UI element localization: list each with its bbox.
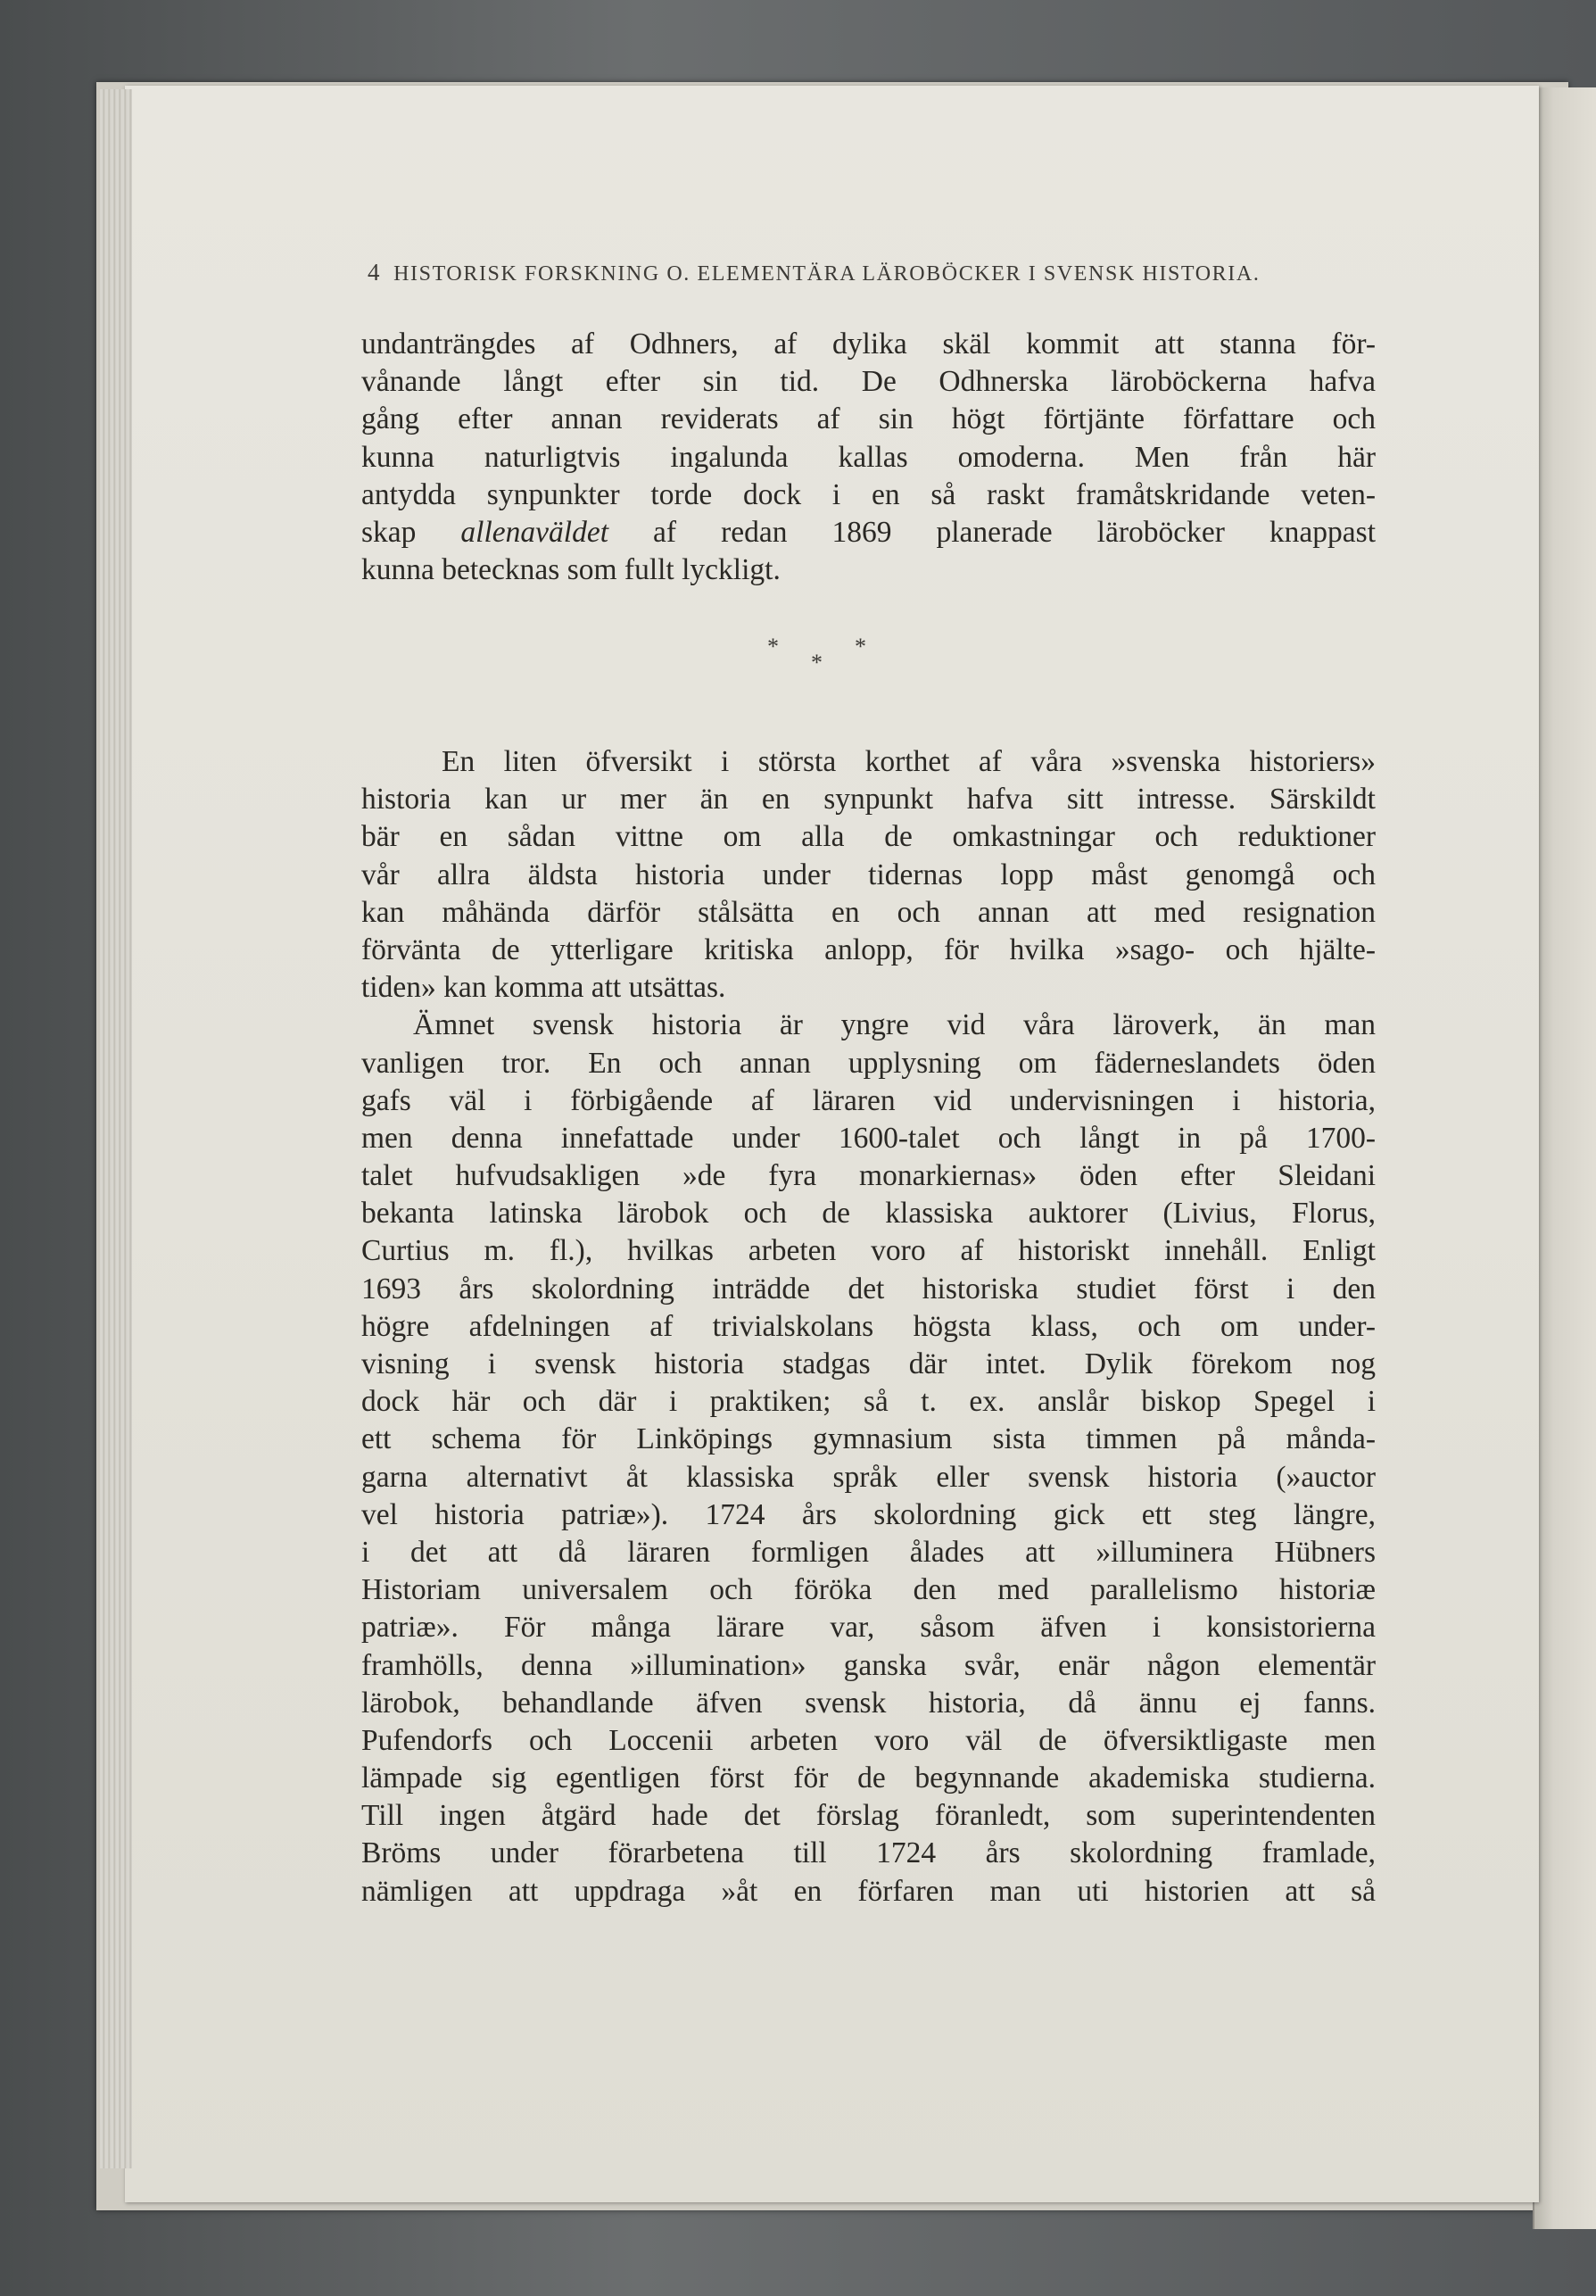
text-line: historia kan ur mer än en synpunkt hafva sitt intresse. Särskildt — [361, 783, 1376, 816]
text-line: Bröms under förarbetena till 1724 års skolordning framlade, — [361, 1836, 1376, 1870]
text-line: vanligen tror. En och annan upplysning om fäderneslandets öden — [361, 1046, 1376, 1080]
text-fragment: af redan 1869 planerade läroböcker knappast — [608, 515, 1376, 549]
asterisk: * — [767, 634, 779, 659]
text-line: antydda synpunkter torde dock i en så raskt framåtskridande veten- — [361, 477, 1376, 511]
text-line: garna alternativt åt klassiska språk eller svensk historia (»auctor — [361, 1460, 1376, 1494]
text-line: kunna naturligtvis ingalunda kallas omoderna. Men från här — [361, 440, 1376, 474]
body-text — [361, 743, 1376, 1911]
text-line: dock här och där i praktiken; så t. ex. anslår biskop Spegel i — [361, 1385, 1376, 1419]
paragraph-3 — [361, 1007, 1376, 1911]
text-line: vel historia patriæ»). 1724 års skolordning gick ett steg längre, — [361, 1497, 1376, 1531]
italic-term: allenaväldet — [460, 515, 609, 549]
text-line: patriæ». För många lärare var, såsom äfven i konsistorierna — [361, 1611, 1376, 1645]
text-line: Till ingen åtgärd hade det förslag föranledt, som superintendenten — [361, 1799, 1376, 1833]
text-line: men denna innefattade under 1600-talet och långt in på 1700- — [361, 1121, 1376, 1155]
text-line: kan måhända därför stålsätta en och annan att med resignation — [361, 895, 1376, 929]
facing-page-edge — [1533, 87, 1596, 2229]
text-line: undanträngdes af Odhners, af dylika skäl kommit att stanna för- — [361, 327, 1376, 361]
text-line: högre afdelningen af trivialskolans högsta klass, och om under- — [361, 1309, 1376, 1343]
text-line: bekanta latinska lärobok och de klassiska auktorer (Livius, Florus, — [361, 1197, 1376, 1231]
asterisk: * — [855, 634, 866, 659]
asterisk: * — [811, 650, 823, 676]
text-line: lärobok, behandlande äfven svensk historia, då ännu ej fanns. — [361, 1686, 1376, 1720]
text-fragment: skap — [361, 515, 461, 549]
paragraph-1 — [361, 326, 1376, 589]
text-line: förvänta de ytterligare kritiska anlopp, för hvilka »sago- och hjälte- — [361, 932, 1376, 966]
paragraph-2 — [361, 743, 1376, 1007]
text-line: 1693 års skolordning inträdde det historiska studiet först i den — [361, 1272, 1376, 1305]
section-separator — [767, 634, 892, 687]
text-line: framhölls, denna »illumination» ganska svår, enär någon elementär — [361, 1648, 1376, 1682]
running-head — [368, 259, 1393, 286]
text-line: Curtius m. fl.), hvilkas arbeten voro af historiskt innehåll. Enligt — [361, 1234, 1376, 1268]
text-line: lämpade sig egentligen först för de begynnande akademiska studierna. — [361, 1761, 1376, 1795]
text-line: En liten öfversikt i största korthet af våra »svenska historiers» — [442, 745, 1376, 778]
text-line: bär en sådan vittne om alla de omkastningar och reduktioner — [361, 820, 1376, 854]
text-line: visning i svensk historia stadgas där intet. Dylik förekom nog — [361, 1347, 1376, 1380]
text-line: ett schema för Linköpings gymnasium sista timmen på månda- — [361, 1422, 1376, 1456]
text-line: gång efter annan reviderats af sin högt förtjänte författare och — [361, 402, 1376, 436]
text-line: talet hufvudsakligen »de fyra monarkiernas» öden efter Sleidani — [361, 1159, 1376, 1193]
text-line: vår allra äldsta historia under tidernas lopp måst genomgå och — [361, 858, 1376, 891]
text-line: nämligen att uppdraga »åt en förfaren man uti historien att så — [361, 1874, 1376, 1908]
text-line: Pufendorfs och Loccenii arbeten voro väl de öfversiktligaste men — [361, 1723, 1376, 1757]
text-line: Historiam universalem och föröka den med parallelismo historiæ — [361, 1573, 1376, 1607]
text-line: tiden» kan komma att utsättas. — [361, 971, 726, 1005]
text-line: Ämnet svensk historia är yngre vid våra läroverk, än man — [413, 1008, 1376, 1042]
text-line: i det att då läraren formligen ålades att »illuminera Hübners — [361, 1535, 1376, 1569]
running-title: HISTORISK FORSKNING O. ELEMENTÄRA LÄROBÖCKER I SVENSK HISTORIA. — [393, 262, 1261, 286]
page-number: 4 — [368, 259, 382, 286]
text-line-with-italic — [361, 514, 1376, 551]
text-line: vånande långt efter sin tid. De Odhnerska läroböckerna hafva — [361, 365, 1376, 399]
page-stack-edge — [100, 89, 132, 2168]
text-line: kunna betecknas som fullt lyckligt. — [361, 553, 781, 587]
text-line: gafs väl i förbigående af läraren vid undervisningen i historia, — [361, 1083, 1376, 1117]
